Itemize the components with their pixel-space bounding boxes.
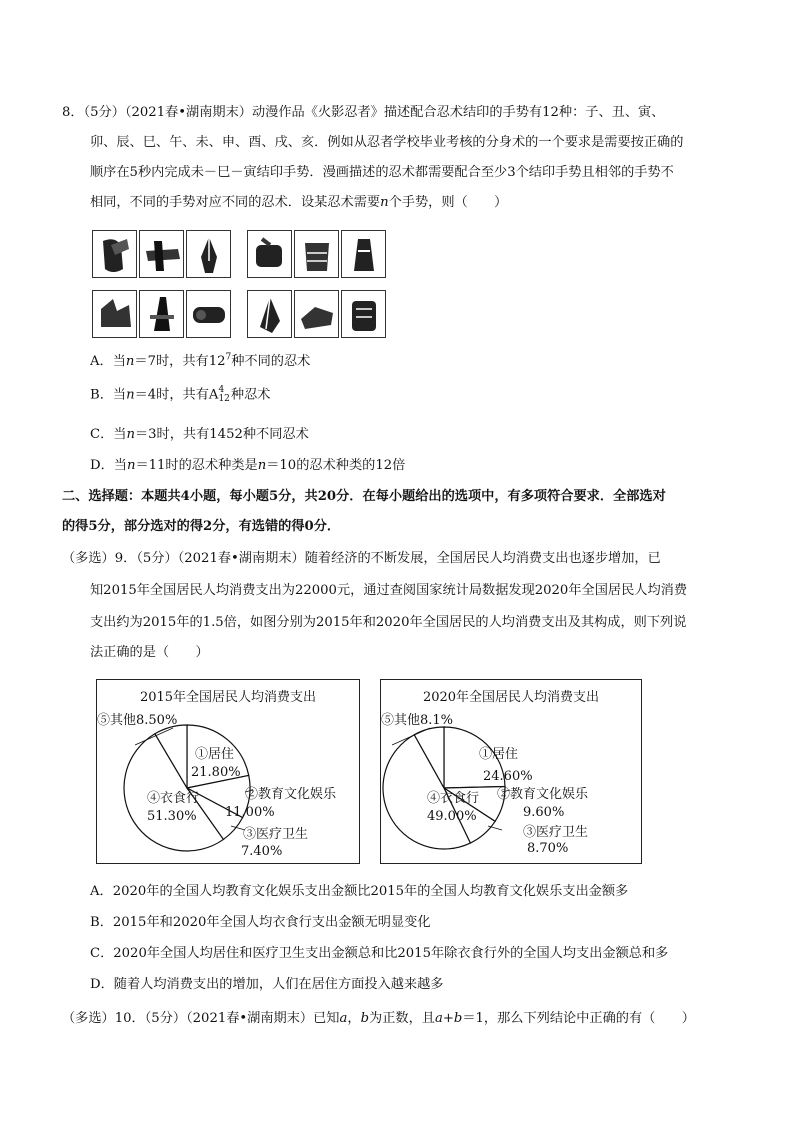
hand-sign-image: [92, 290, 137, 338]
q9-line-3: 支出约为2015年的1.5倍，如图分别为2015年和2020年全国居民的人均消费支出及其构成，则下列说: [90, 615, 687, 630]
hand-sign-image: [247, 230, 292, 278]
chart-title: 2015年全国居民人均消费支出: [139, 690, 317, 705]
hand-sign-image: [247, 290, 292, 338]
q10-line-1: （多选）10．（5分）（2021春•湖南期末）已知a，b为正数，且a+b＝1，那么下列结论中正确的有（ ）: [62, 1011, 695, 1026]
q8-line-4: 相同，不同的手势对应不同的忍术．设某忍术需要n个手势，则（ ）: [90, 195, 508, 210]
q9-line-4: 法正确的是（ ）: [90, 645, 209, 660]
hand-sign-image: [186, 290, 231, 338]
hand-sign-image: [139, 290, 184, 338]
pie-chart-2020: [380, 679, 642, 864]
q8-line-3: 顺序在5秒内完成未－巳－寅结印手势．漫画描述的忍术都需要配合至少3个结印手势且相邻的手势不: [90, 165, 674, 180]
slice-label-housing-name: ①居住: [195, 747, 235, 762]
slice-label-edu-name: ②教育文化娱乐: [497, 787, 589, 802]
q8-option-c: C．当n＝3时，共有1452种不同忍术: [90, 427, 309, 442]
slice-label-med-name: ③医疗卫生: [523, 825, 589, 840]
q9-line-2: 知2015年全国居民人均消费支出为22000元，通过查阅国家统计局数据发现2020年全国居民人均消费: [90, 583, 688, 598]
slice-label-food-name: ④衣食行: [427, 791, 480, 806]
q8-option-a: A．当n＝7时，共有$12^7$种不同的忍术: [90, 352, 311, 369]
slice-label-med-value: 7.40%: [241, 844, 283, 859]
slice-label-edu-value: 11.00%: [225, 805, 275, 820]
slice-label-housing-name: ①居住: [479, 747, 519, 762]
section-2-heading-line-2: 的得5分，部分选对的得2分，有选错的得0分．: [62, 519, 341, 534]
hand-sign-image: [341, 230, 386, 278]
hand-sign-image: [186, 230, 231, 278]
hand-sign-image: [294, 290, 339, 338]
hand-sign-image: [294, 230, 339, 278]
slice-label-edu-name: ②教育文化娱乐: [245, 787, 337, 802]
hand-sign-image: [92, 230, 137, 278]
slice-label-other: ⑤其他8.50%: [97, 713, 178, 728]
hand-signs-row-2: [92, 290, 402, 338]
slice-label-food-value: 51.30%: [147, 809, 197, 824]
hand-sign-image: [139, 230, 184, 278]
hand-signs-row-1: [92, 230, 402, 278]
slice-label-edu-value: 9.60%: [523, 805, 565, 820]
hand-sign-image: [341, 290, 386, 338]
slice-label-housing-value: 21.80%: [191, 765, 241, 780]
slice-label-other: ⑤其他8.1%: [381, 713, 454, 728]
q8-line-2: 卯、辰、巳、午、未、申、酉、戌、亥．例如从忍者学校毕业考核的分身术的一个要求是需要按正确的: [90, 135, 684, 150]
chart-title: 2020年全国居民人均消费支出: [422, 690, 600, 705]
pie-chart-2015: [96, 679, 360, 864]
section-2-heading-line-1: 二、选择题：本题共4小题，每小题5分，共20分．在每小题给出的选项中，有多项符合要求．全部选对: [62, 489, 666, 504]
q8-option-b: B．当n＝4时，共有A 4 12 种忍术: [90, 385, 271, 404]
slice-label-food-name: ④衣食行: [147, 791, 200, 806]
slice-label-food-value: 49.00%: [427, 809, 477, 824]
q9-option-b: B．2015年和2020年全国人均衣食行支出金额无明显变化: [90, 915, 431, 930]
q9-option-a: A．2020年的全国人均教育文化娱乐支出金额比2015年的全国人均教育文化娱乐支出金额多: [90, 884, 629, 899]
q9-option-c: C．2020年全国人均居住和医疗卫生支出金额总和比2015年除衣食行外的全国人均支出金额总和多: [90, 946, 669, 961]
q9-option-d: D．随着人均消费支出的增加，人们在居住方面投入越来越多: [90, 977, 444, 992]
q9-line-1: （多选）9．（5分）（2021春•湖南期末）随着经济的不断发展，全国居民人均消费支出也逐步增加，已: [62, 551, 661, 566]
slice-label-med-name: ③医疗卫生: [243, 827, 309, 842]
q8-line-1: 8．（5分）（2021春•湖南期末）动漫作品《火影忍者》描述配合忍术结印的手势有12种：子、丑、寅、: [62, 105, 665, 120]
slice-label-med-value: 8.70%: [527, 841, 569, 856]
q8-option-d: D．当n＝11时的忍术种类是n＝10的忍术种类的12倍: [90, 458, 406, 473]
slice-label-housing-value: 24.60%: [483, 769, 533, 784]
